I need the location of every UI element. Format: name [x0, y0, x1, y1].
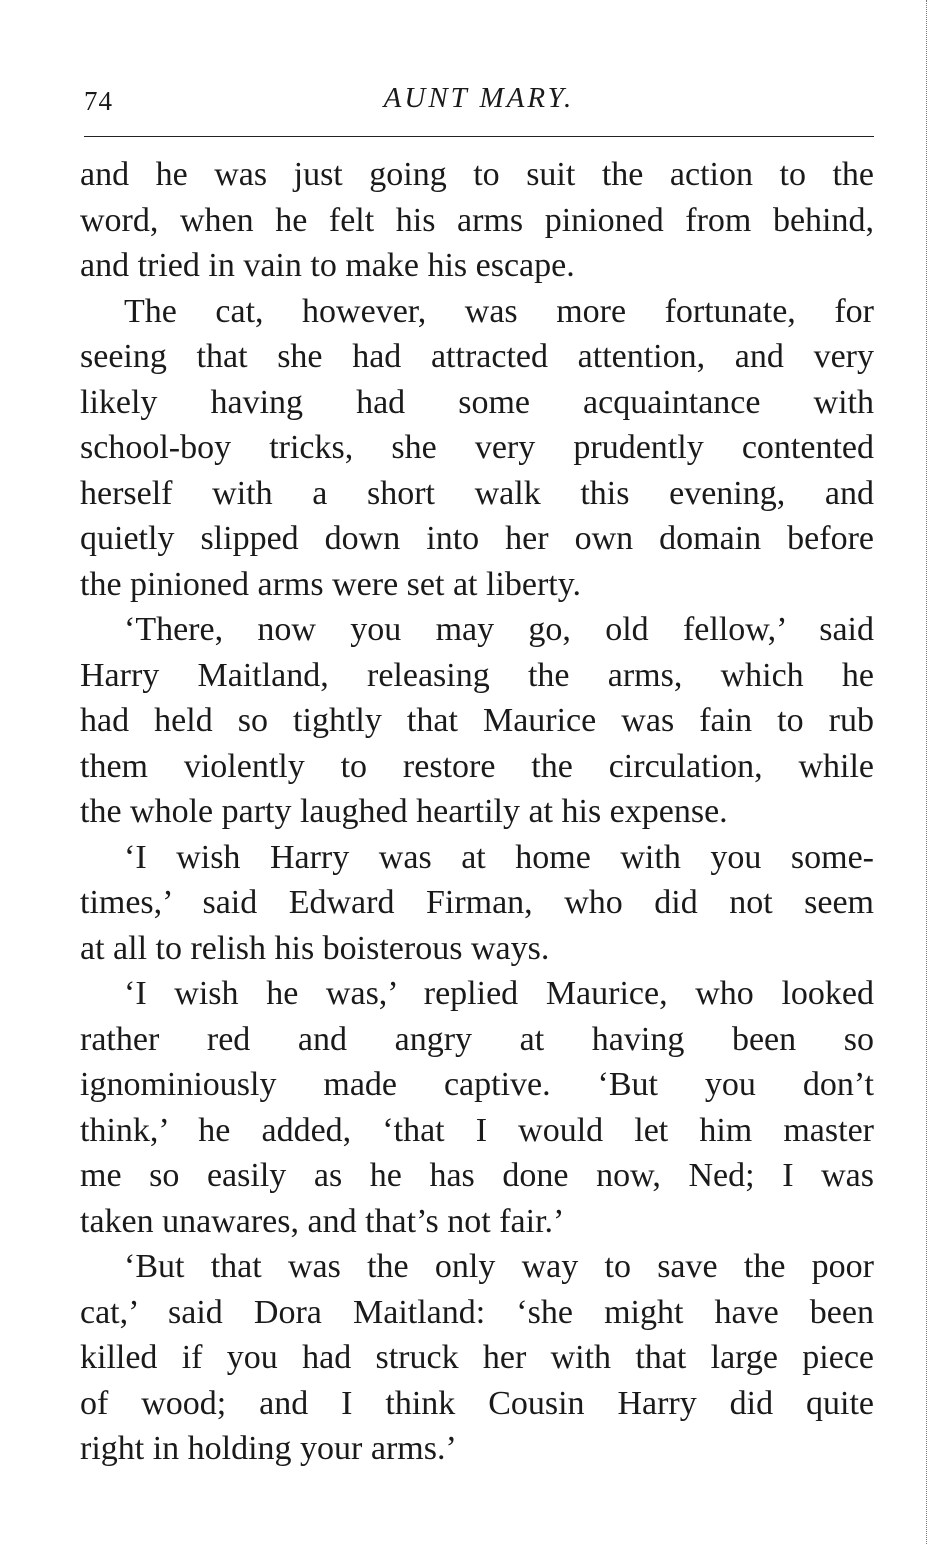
text-line: and he was just going to suit the action to the	[80, 156, 874, 193]
text-line: ‘I wish Harry was at home with you some-	[124, 838, 874, 876]
page-number: 74	[84, 86, 113, 116]
page-header	[84, 82, 874, 126]
text-line: The cat, however, was more fortunate, for	[124, 292, 874, 330]
text-line: the whole party laughed heartily at his expense.	[80, 793, 728, 830]
text-line: seeing that she had attracted attention, and very	[80, 338, 874, 375]
text-line: had held so tightly that Maurice was fain to rub	[80, 702, 874, 739]
text-line: herself with a short walk this evening, and	[80, 474, 874, 512]
text-line: of wood; and I think Cousin Harry did quite	[80, 1384, 874, 1422]
text-line: ‘There, now you may go, old fellow,’ said	[124, 611, 874, 648]
text-line: ‘But that was the only way to save the poor	[124, 1248, 874, 1285]
text-line: quietly slipped down into her own domain before	[80, 520, 874, 557]
text-line: times,’ said Edward Firman, who did not seem	[80, 884, 874, 921]
text-line: think,’ he added, ‘that I would let him master	[80, 1111, 874, 1149]
text-line: school-boy tricks, she very prudently contented	[80, 429, 874, 466]
text-line: right in holding your arms.’	[80, 1430, 457, 1467]
text-line: killed if you had struck her with that large piece	[80, 1339, 874, 1376]
text-line: at all to relish his boisterous ways.	[80, 929, 550, 967]
text-line: and tried in vain to make his escape.	[80, 247, 575, 284]
text-line: them violently to restore the circulation, while	[80, 747, 874, 785]
text-line: cat,’ said Dora Maitland: ‘she might have been	[80, 1293, 874, 1331]
text-line: word, when he felt his arms pinioned from behind,	[80, 201, 874, 239]
text-line: likely having had some acquaintance with	[80, 383, 874, 421]
text-line: taken unawares, and that’s not fair.’	[80, 1202, 565, 1240]
page-edge-mark	[926, 0, 927, 1544]
body-text	[80, 152, 874, 1472]
text-line: Harry Maitland, releasing the arms, which he	[80, 656, 874, 694]
text-line: the pinioned arms were set at liberty.	[80, 565, 582, 603]
running-title: AUNT MARY.	[383, 82, 575, 114]
header-rule	[84, 136, 874, 137]
text-line: me so easily as he has done now, Ned; I was	[80, 1157, 874, 1194]
text-line: ignominiously made captive. ‘But you don’t	[80, 1066, 874, 1103]
text-line: ‘I wish he was,’ replied Maurice, who looked	[124, 975, 874, 1012]
text-line: rather red and angry at having been so	[80, 1020, 874, 1058]
